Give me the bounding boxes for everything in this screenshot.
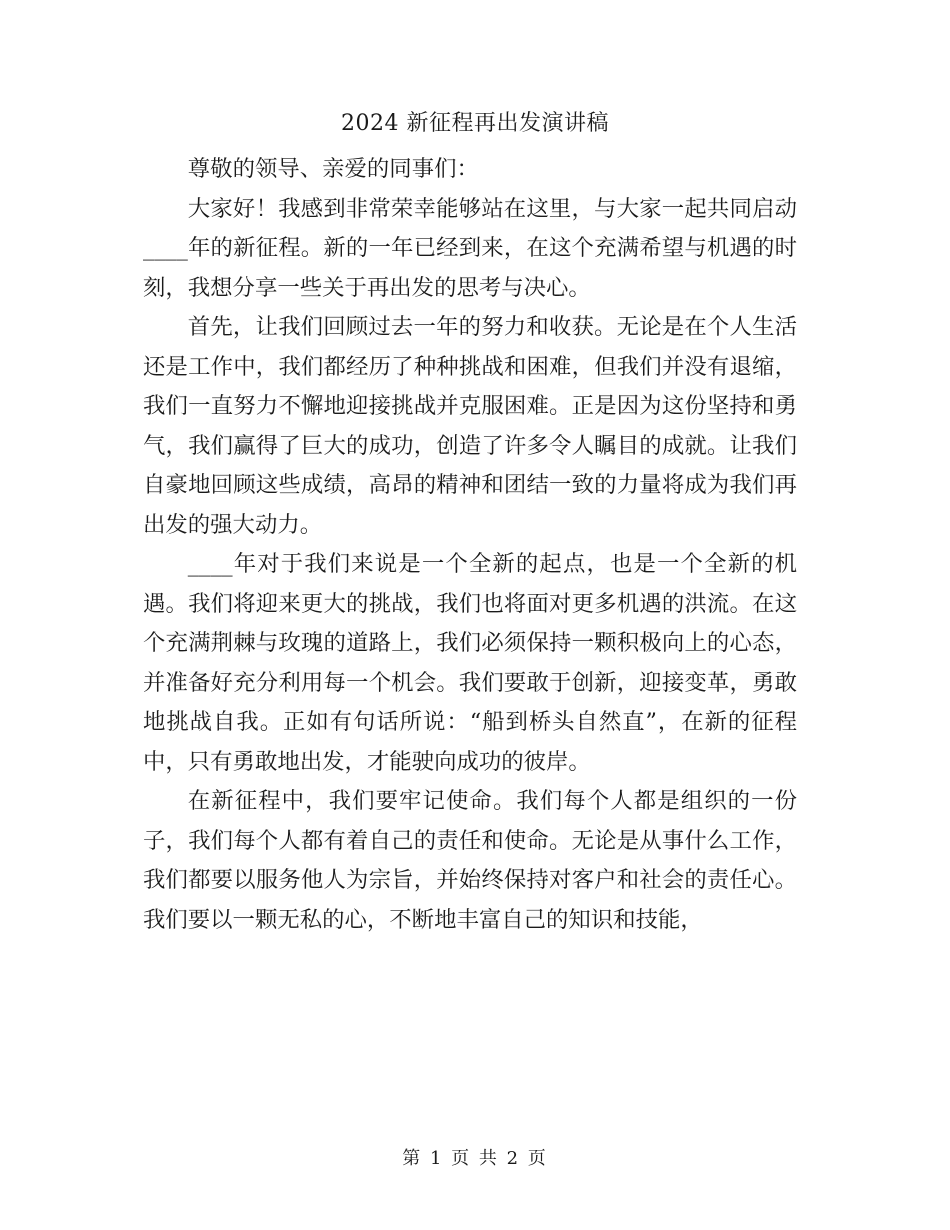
page-number-footer: 第 1 页 共 2 页: [402, 1148, 548, 1169]
body-paragraph: 首先，让我们回顾过去一年的努力和收获。无论是在个人生活还是工作中，我们都经历了种种挑战和困难，但我们并没有退缩，我们一直努力不懈地迎接挑战并克服困难。正是因为这份坚持和勇气，我们赢得了巨大的成功，创造了许多令人瞩目的成就。让我们自豪地回顾这些成绩，高昂的精神和团结一致的力量将成为我们再出发的强大动力。: [143, 314, 797, 538]
document-body: [143, 150, 797, 940]
body-paragraph: 大家好！我感到非常荣幸能够站在这里，与大家一起共同启动____年的新征程。新的一年已经到来，在这个充满希望与机遇的时刻，我想分享一些关于再出发的思考与决心。: [143, 195, 797, 301]
body-paragraph: 在新征程中，我们要牢记使命。我们每个人都是组织的一份子，我们每个人都有着自己的责任和使命。无论是从事什么工作，我们都要以服务他人为宗旨，并始终保持对客户和社会的责任心。我们要以一颗无私的心，不断地丰富自己的知识和技能，: [143, 788, 797, 933]
document-title: 2024 新征程再出发演讲稿: [341, 111, 609, 136]
body-paragraph: ____年对于我们来说是一个全新的起点，也是一个全新的机遇。我们将迎来更大的挑战，我们也将面对更多机遇的洪流。在这个充满荆棘与玫瑰的道路上，我们必须保持一颗积极向上的心态，并准备好充分利用每一个机会。我们要敢于创新，迎接变革，勇敢地挑战自我。正如有句话所说：“船到桥头自然直”，在新的征程中，只有勇敢地出发，才能驶向成功的彼岸。: [143, 551, 797, 775]
salutation-paragraph: 尊敬的领导、亲爱的同事们：: [187, 156, 479, 182]
